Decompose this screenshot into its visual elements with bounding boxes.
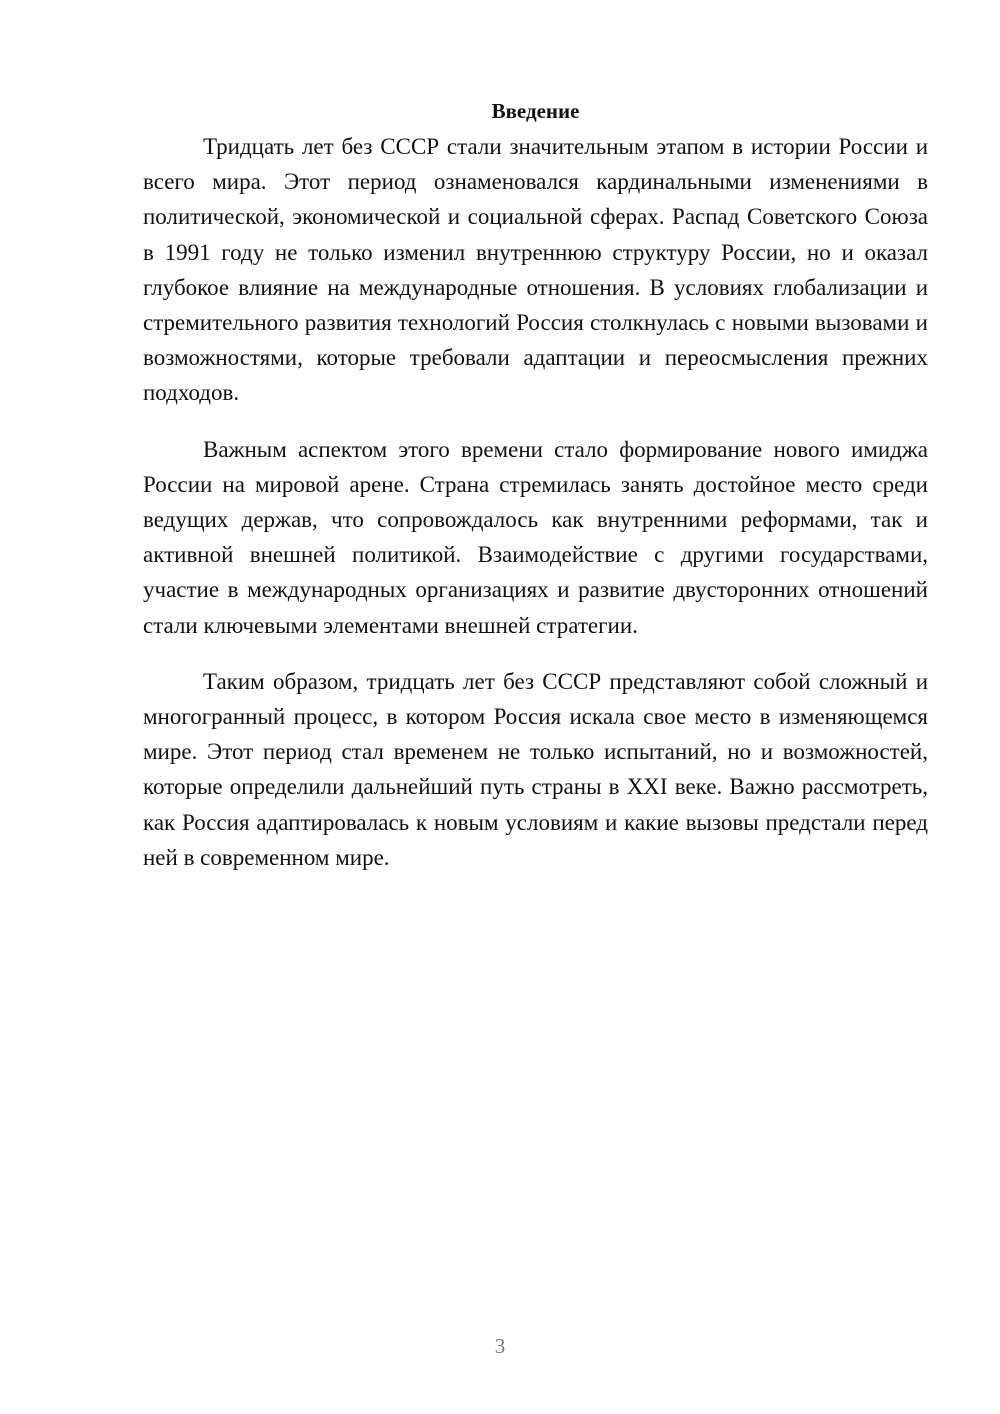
- paragraph-3: Таким образом, тридцать лет без СССР представляют собой сложный и многогранный процесс, в котором Россия искала свое место в изменяющемся мире. Этот период стал временем не только испытаний, но и возможностей, которые определили дальнейший путь страны в XXI веке. Важно рассмотреть, как Россия адаптировалась к новым условиям и какие вызовы предстали перед ней в современном мире.: [143, 668, 928, 870]
- paragraph-2: Важным аспектом этого времени стало формирование нового имиджа России на мировой арене. Страна стремилась занять достойное место среди ведущих держав, что сопровождалось как внутренними реформами, так и активной внешней политикой. Взаимодействие с другими государствами, участие в международных организациях и развитие двусторонних отношений стали ключевыми элементами внешней стратегии.: [143, 436, 928, 638]
- page-number: 3: [494, 1334, 506, 1358]
- section-title: Введение: [491, 99, 580, 123]
- page-content: [143, 94, 928, 896]
- paragraph-1: Тридцать лет без СССР стали значительным этапом в истории России и всего мира. Этот период ознаменовался кардинальными изменениями в политической, экономической и социальной сферах. Распад Советского Союза в 1991 году не только изменил внутреннюю структуру России, но и оказал глубокое влияние на международные отношения. В условиях глобализации и стремительного развития технологий Россия столкнулась с новыми вызовами и возможностями, которые требовали адаптации и переосмысления прежних подходов.: [143, 134, 928, 406]
